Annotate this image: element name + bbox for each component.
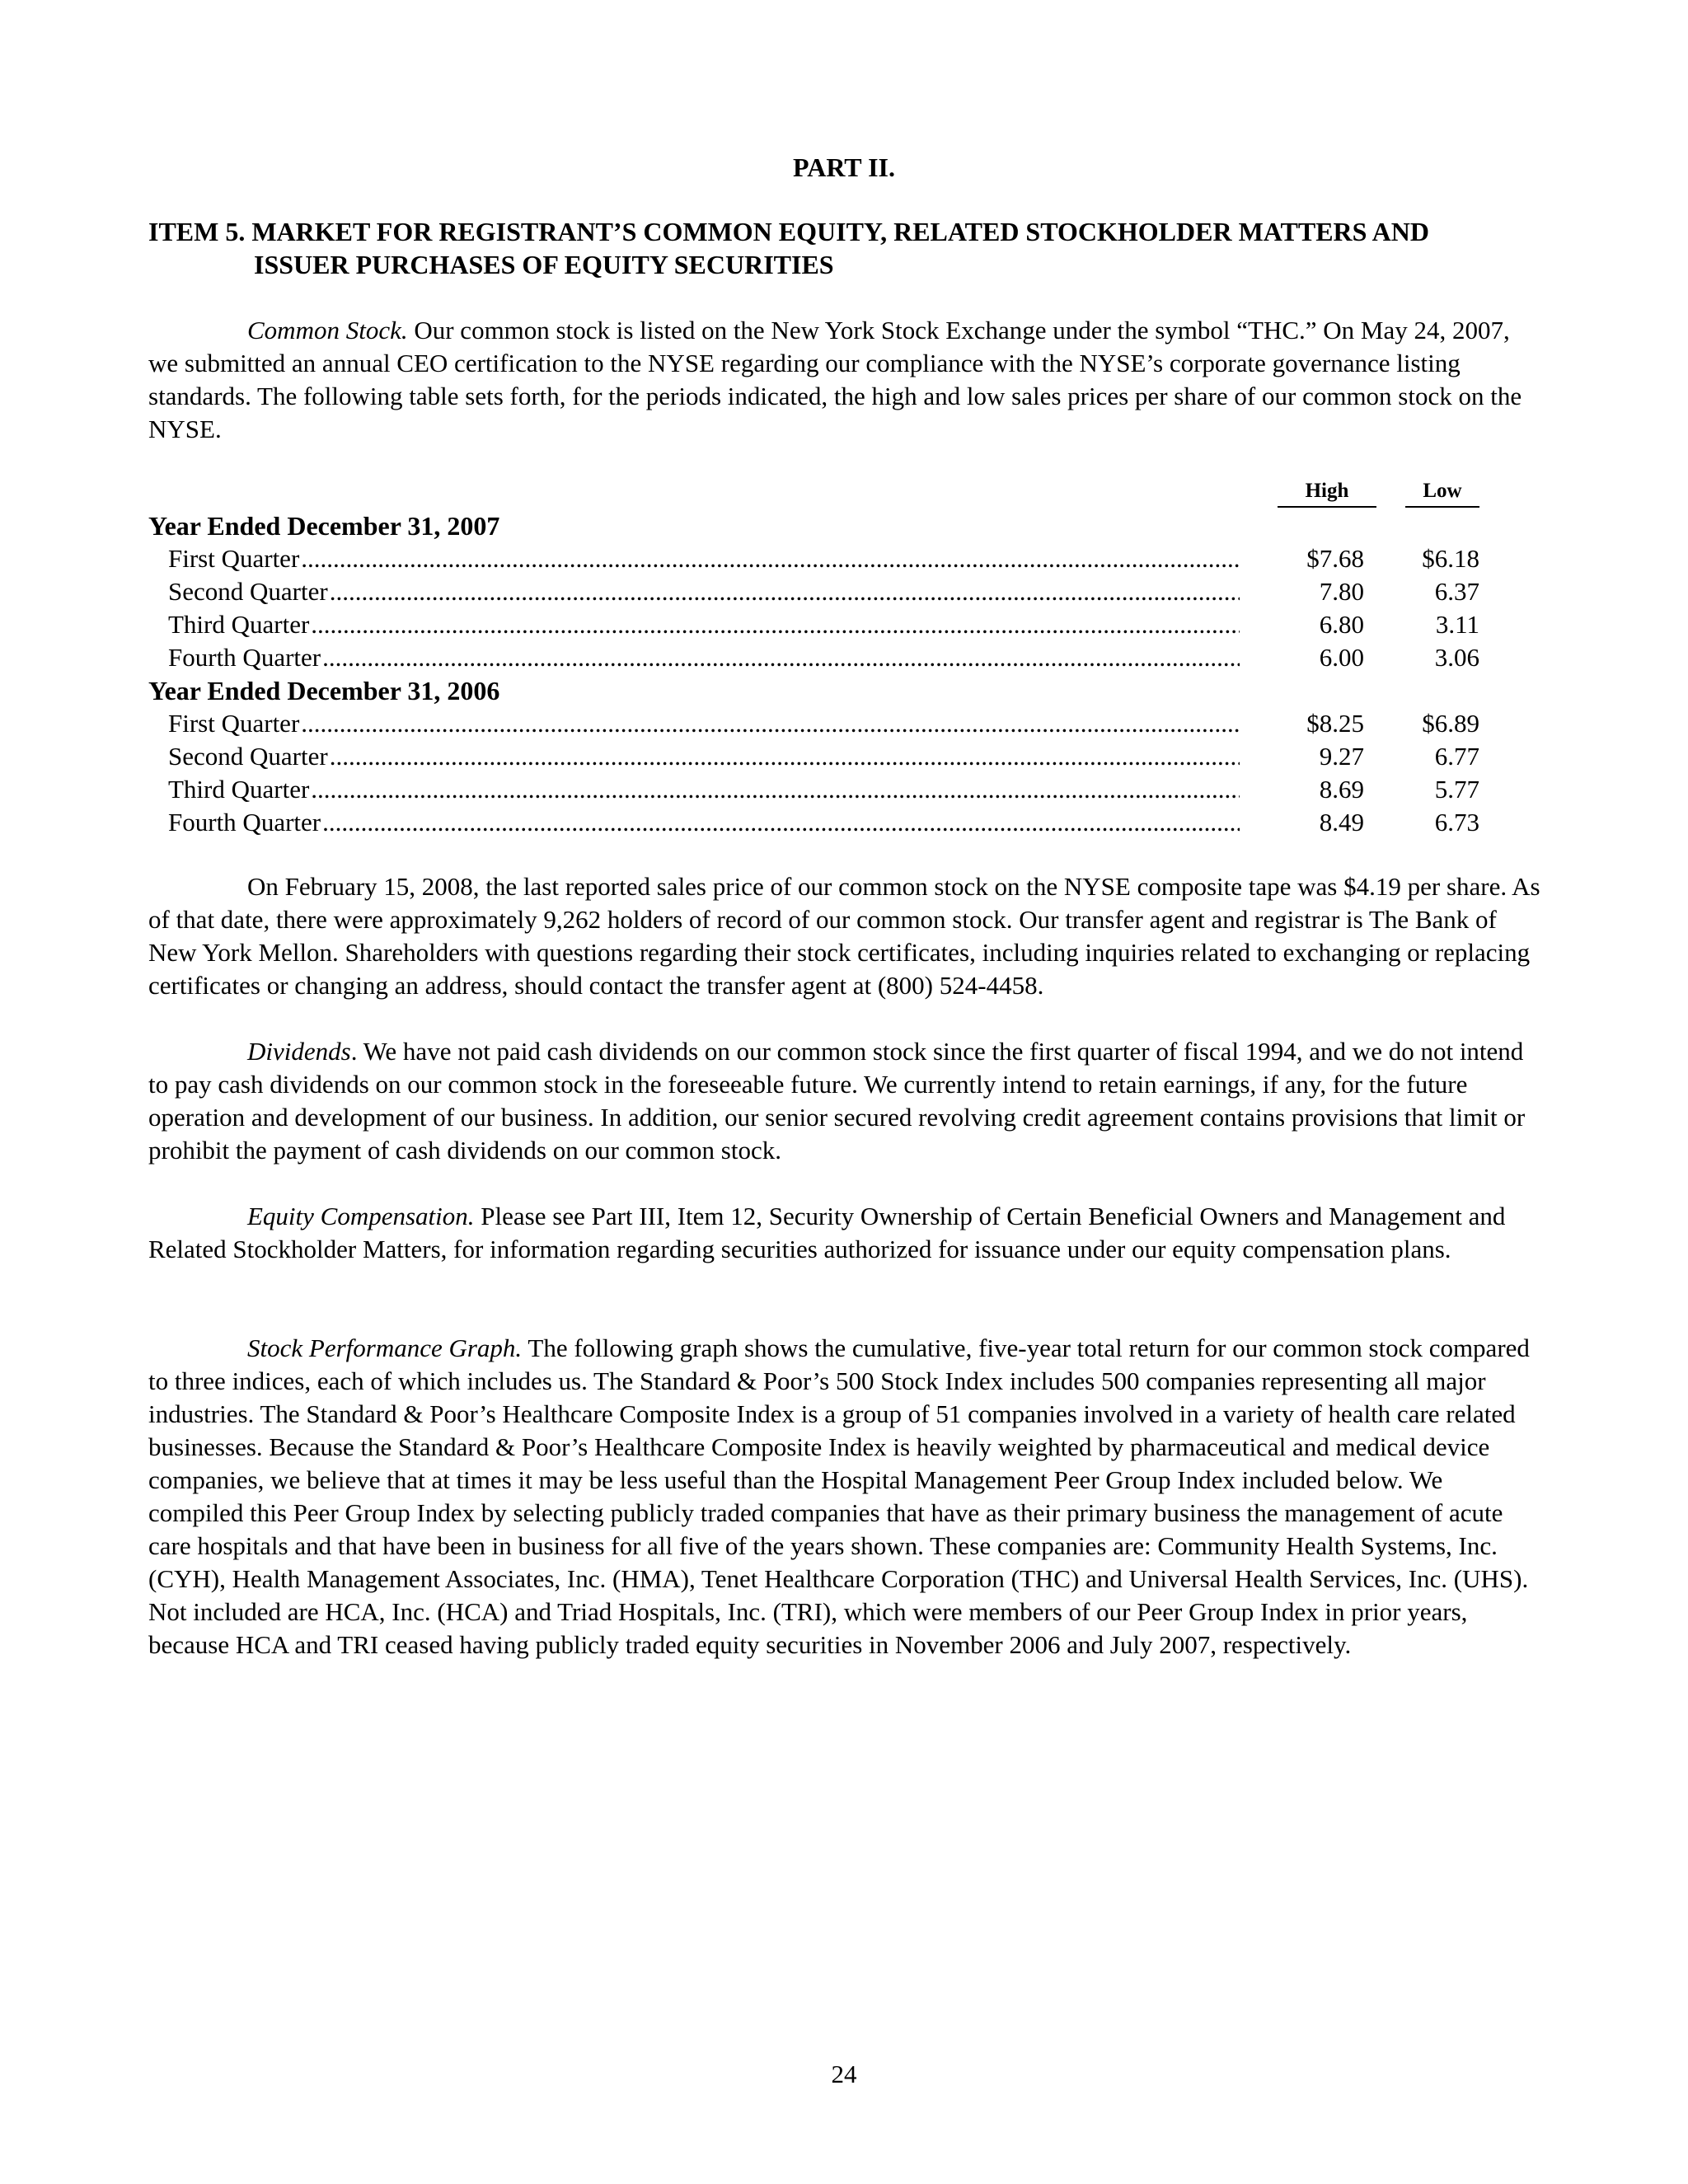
row-high: 7.80 [1319, 577, 1364, 606]
row-label: Fourth Quarter [168, 643, 321, 672]
row-label: Third Quarter [168, 610, 310, 639]
dividends-text: . We have not paid cash dividends on our common stock since the first quarter of fiscal 1994, and we do not intend to pay cash dividends on our common stock in the foreseeable future. We currently intend to retain earnings, if any, for the future operation and development of our business. In addition, our senior secured revolving credit agreement contains provisions that limit or prohibit the payment of cash dividends on our common stock. [148, 1037, 1526, 1165]
equity-compensation-text: Please see Part III, Item 12, Security Ownership of Certain Beneficial Owners and Management and Related Stockholder Matters, for information regarding securities authorized for issuance under our equity compensation plans. [148, 1202, 1506, 1263]
dividends-lead: Dividends [247, 1037, 351, 1066]
row-label: Third Quarter [168, 775, 310, 804]
item-heading [148, 215, 1566, 281]
dividends-paragraph [148, 1035, 1541, 1167]
common-stock-text: Our common stock is listed on the New York Stock Exchange under the symbol “THC.” On May 24, 2007, we submitted an annual CEO certification to the NYSE regarding our compliance with the NYSE’s corporate governance listing standards. The following table sets forth, for the periods indicated, the high and low sales prices per share of our common stock on the NYSE. [148, 316, 1522, 443]
table-row [148, 740, 1484, 773]
row-label: Fourth Quarter [168, 808, 321, 837]
row-low: 6.37 [1434, 577, 1479, 606]
high-column-header: High [1278, 476, 1376, 508]
row-high: $7.68 [1306, 544, 1364, 573]
table-row [148, 575, 1484, 608]
row-low: $6.89 [1422, 709, 1479, 738]
item-heading-line1: ITEM 5. MARKET FOR REGISTRANT’S COMMON EQUITY, RELATED STOCKHOLDER MATTERS AND [148, 217, 1429, 246]
stock-performance-lead: Stock Performance Graph. [247, 1333, 523, 1362]
row-label: Second Quarter [168, 742, 328, 771]
row-low: 3.06 [1434, 643, 1479, 672]
low-column-header: Low [1405, 476, 1479, 508]
row-low: 5.77 [1434, 775, 1479, 804]
row-label: First Quarter [168, 544, 300, 573]
row-low: $6.18 [1422, 544, 1479, 573]
equity-compensation-paragraph [148, 1200, 1541, 1266]
table-row [148, 641, 1484, 674]
common-stock-lead: Common Stock. [247, 316, 408, 344]
year-heading-2006: Year Ended December 31, 2006 [148, 676, 500, 705]
row-high: 8.49 [1319, 808, 1364, 837]
row-low: 6.77 [1434, 742, 1479, 771]
common-stock-paragraph [148, 314, 1541, 446]
row-high: 9.27 [1319, 742, 1364, 771]
row-high: 6.80 [1319, 610, 1364, 639]
row-high: $8.25 [1306, 709, 1364, 738]
row-high: 6.00 [1319, 643, 1364, 672]
year-heading-2007: Year Ended December 31, 2007 [148, 511, 500, 541]
page-number: 24 [831, 2060, 857, 2088]
stock-performance-paragraph [148, 1332, 1541, 1661]
row-high: 8.69 [1319, 775, 1364, 804]
table-row [148, 773, 1484, 806]
holders-paragraph: On February 15, 2008, the last reported sales price of our common stock on the NYSE composite tape was $4.19 per share. As of that date, there were approximately 9,262 holders of record of our common stock. Our transfer agent and registrar is The Bank of New York Mellon. Shareholders with questions regarding their stock certificates, including inquiries related to exchanging or replacing certificates or changing an address, should contact the transfer agent at (800) 524-4458. [148, 872, 1540, 1000]
stock-performance-text: The following graph shows the cumulative, five-year total return for our common stock compared to three indices, each of which includes us. The Standard & Poor’s 500 Stock Index includes 500 companies representing all major industries. The Standard & Poor’s Healthcare Composite Index is a group of 51 companies involved in a variety of health care related businesses. Because the Standard & Poor’s Healthcare Composite Index is heavily weighted by pharmaceutical and medical device companies, we believe that at times it may be less useful than the Hospital Management Peer Group Index included below. We compiled this Peer Group Index by selecting publicly traded companies that have as their primary business the management of acute care hospitals and that have been in business for all five of the years shown. These companies are: Community Health Systems, Inc. (CYH), Health Management Associates, Inc. (HMA), Tenet Healthcare Corporation (THC) and Universal Health Services, Inc. (UHS). Not included are HCA, Inc. (HCA) and Triad Hospitals, Inc. (TRI), which were members of our Peer Group Index in prior years, because HCA and TRI ceased having publicly traded equity securities in November 2006 and July 2007, respectively. [148, 1333, 1530, 1659]
part-title: PART II. [793, 152, 895, 182]
row-low: 3.11 [1435, 610, 1479, 639]
table-row [148, 806, 1484, 839]
table-row [148, 542, 1484, 575]
item-heading-line2: ISSUER PURCHASES OF EQUITY SECURITIES [254, 250, 834, 279]
equity-compensation-lead: Equity Compensation. [247, 1202, 475, 1230]
table-row [148, 707, 1484, 740]
row-low: 6.73 [1434, 808, 1479, 837]
row-label: First Quarter [168, 709, 300, 738]
table-row [148, 608, 1484, 641]
row-label: Second Quarter [168, 577, 328, 606]
